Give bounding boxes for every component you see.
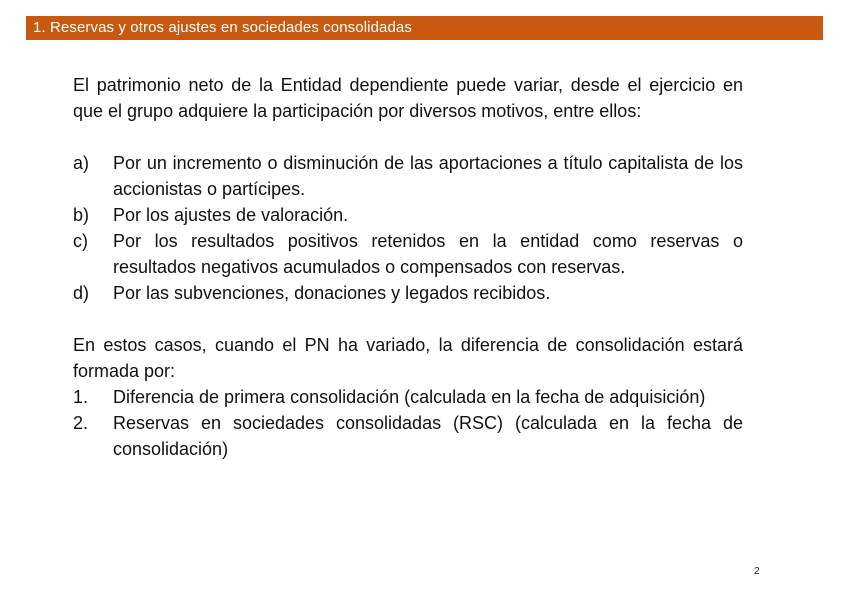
conclusion-paragraph: En estos casos, cuando el PN ha variado, la diferencia de consolidación estará formada por:: [73, 335, 743, 381]
list-item: [73, 228, 743, 280]
list-item-text: Por los resultados positivos retenidos en la entidad como reservas o resultados negativos acumulados o compensados con reservas.: [113, 231, 743, 277]
list-item-text: Por las subvenciones, donaciones y legados recibidos.: [113, 283, 551, 303]
list-marker: d): [73, 283, 90, 303]
list-item-text: Por un incremento o disminución de las aportaciones a título capitalista de los accionistas o partícipes.: [113, 153, 743, 199]
list-marker: b): [73, 205, 90, 225]
components-list: [73, 384, 743, 462]
list-item-text: Reservas en sociedades consolidadas (RSC) (calculada en la fecha de consolidación): [113, 413, 743, 459]
list-item: [73, 150, 743, 202]
spacer: [73, 306, 743, 332]
motives-list: [73, 150, 743, 306]
list-marker: a): [73, 153, 90, 173]
slide-content: [73, 72, 743, 462]
section-title-bar: [26, 16, 823, 40]
page-number: 2: [754, 566, 760, 577]
section-title: 1. Reservas y otros ajustes en sociedades consolidadas: [33, 19, 412, 36]
list-item: [73, 280, 743, 306]
spacer: [73, 124, 743, 150]
list-marker: 1.: [73, 387, 89, 407]
list-item: [73, 410, 743, 462]
list-item-text: Diferencia de primera consolidación (calculada en la fecha de adquisición): [113, 387, 706, 407]
list-marker: 2.: [73, 413, 89, 433]
intro-paragraph: El patrimonio neto de la Entidad dependiente puede variar, desde el ejercicio en que el grupo adquiere la participación por diversos motivos, entre ellos:: [73, 75, 743, 121]
list-item: [73, 384, 743, 410]
list-item-text: Por los ajustes de valoración.: [113, 205, 349, 225]
list-marker: c): [73, 231, 88, 251]
list-item: [73, 202, 743, 228]
